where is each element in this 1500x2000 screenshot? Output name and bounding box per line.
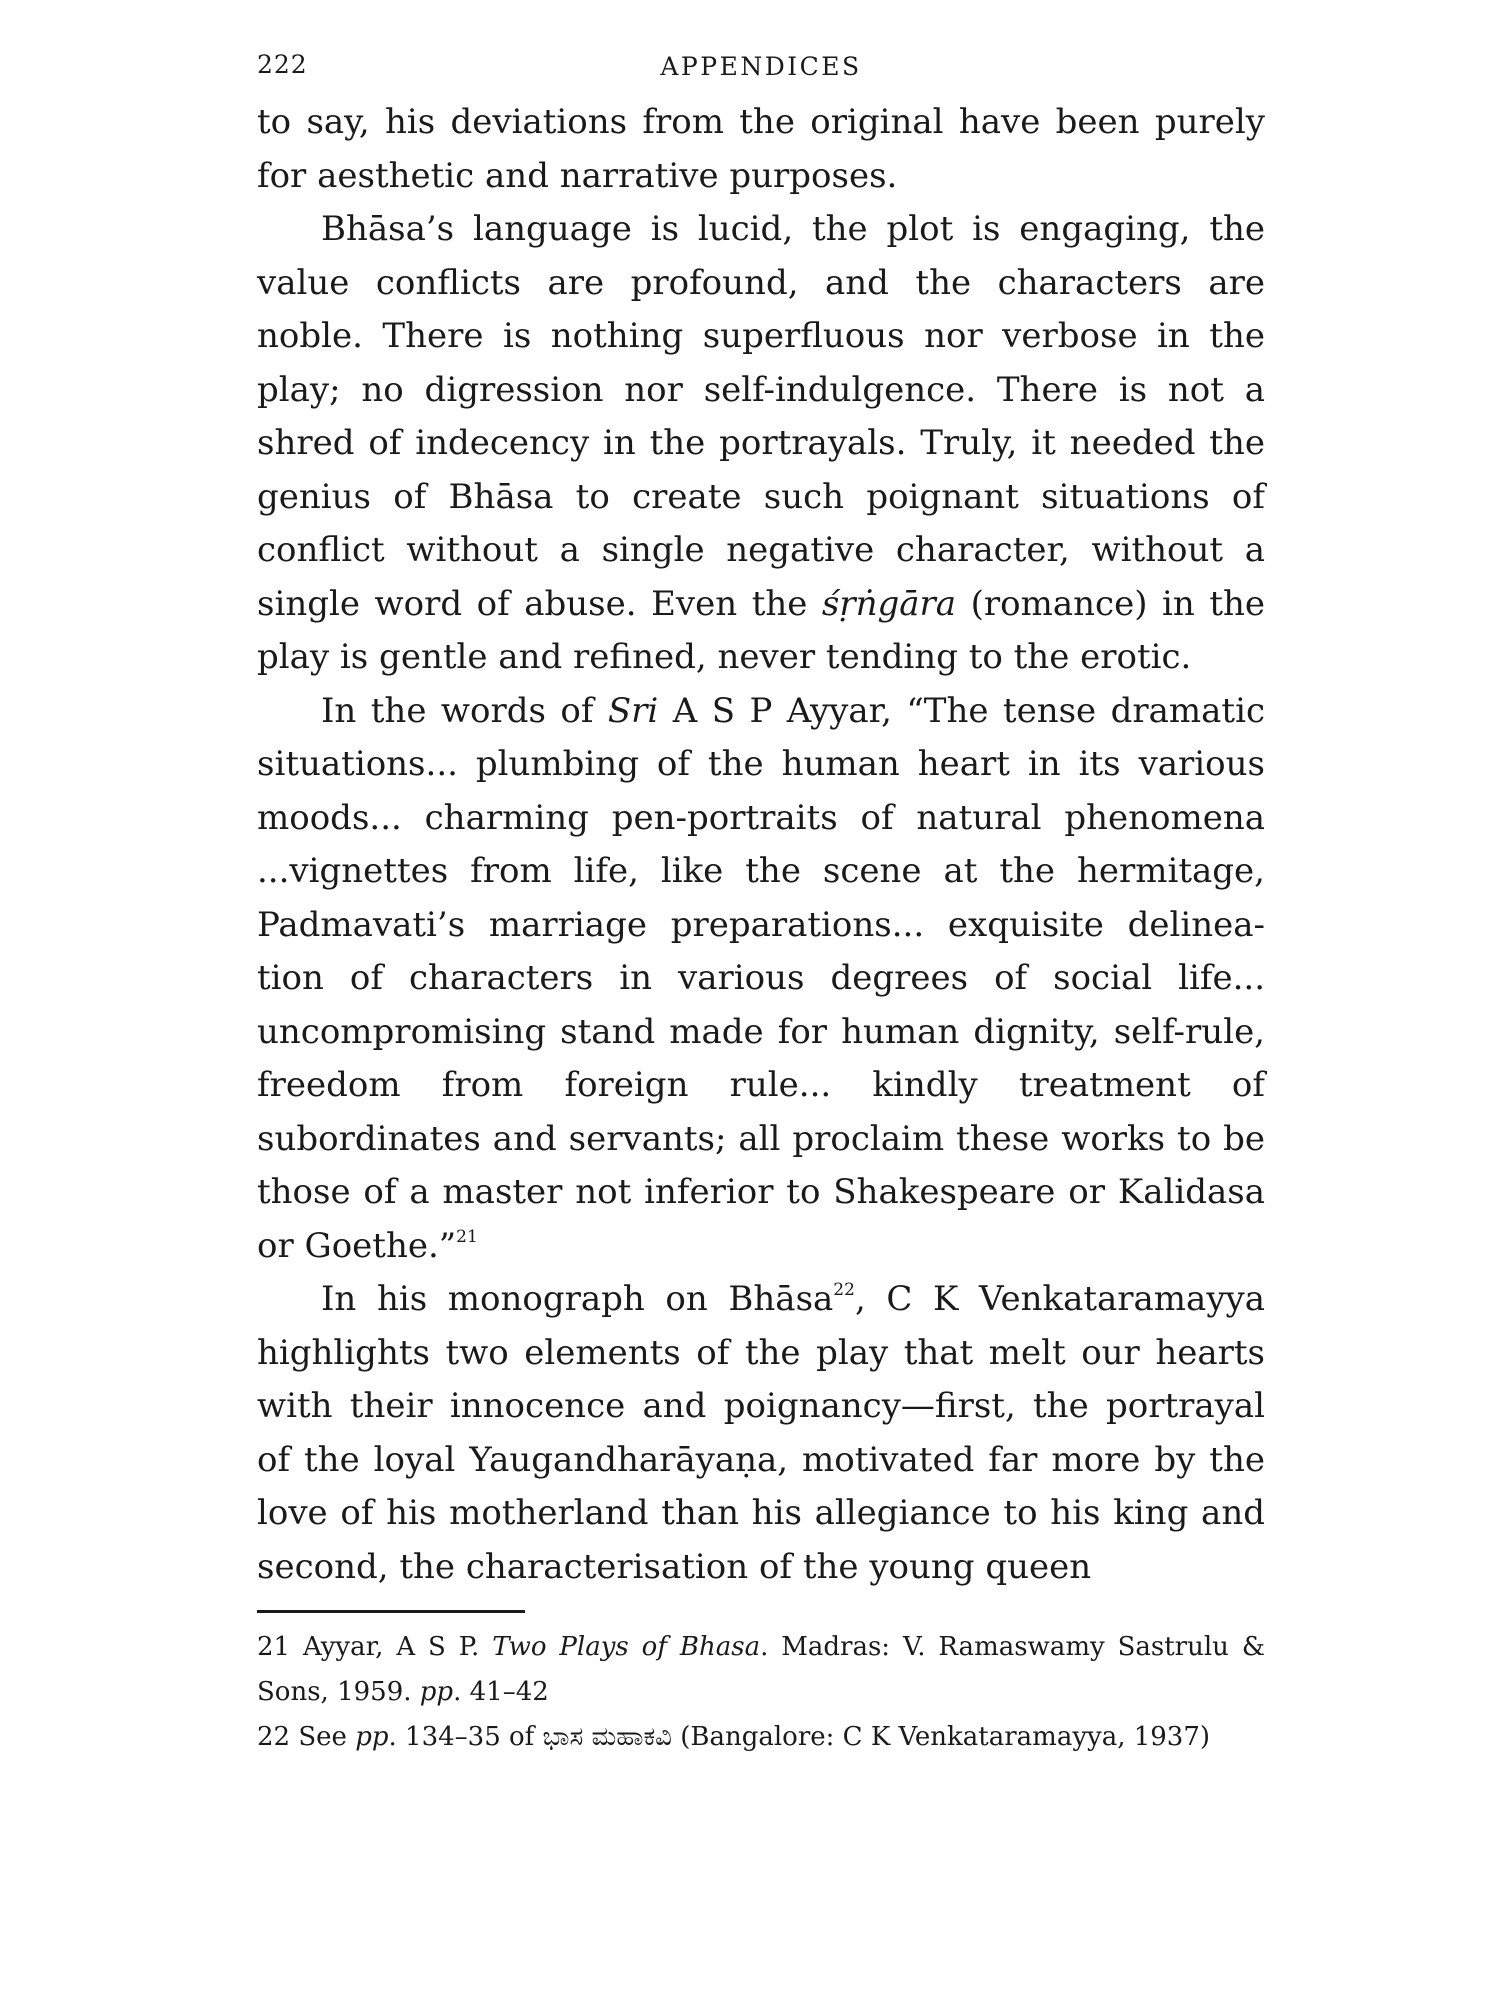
paragraph-3 — [257, 685, 1265, 1274]
paragraph-2-text-b: (romance) in the play is gentle and refined, never tending to the erotic. — [257, 583, 1265, 677]
footnote-21-book-title: Two Plays of Bhasa — [492, 1632, 761, 1662]
sringara-term: śṛṅgāra — [821, 583, 957, 624]
paragraph-3-text-a: In the words of — [321, 690, 608, 731]
running-title: APPENDICES — [660, 52, 862, 81]
footnote-ref-21[interactable]: 21 — [456, 1226, 478, 1247]
honorific-sri: Sri — [607, 690, 659, 731]
body-text — [257, 96, 1265, 1594]
footnote-22 — [257, 1715, 1265, 1760]
footnote-ref-22[interactable]: 22 — [833, 1280, 855, 1300]
footnote-21-text-a: 21 Ayyar, A S P. — [257, 1632, 493, 1662]
footnote-21-text-b: . Madras: V. Ramaswamy Sastrulu & Sons, 1959. — [257, 1632, 1265, 1707]
paragraph-2 — [257, 203, 1265, 685]
paragraph-1 — [257, 96, 1265, 203]
running-head — [257, 40, 1265, 96]
footnote-22-pp: pp — [355, 1722, 389, 1752]
paragraph-4 — [257, 1273, 1265, 1594]
footnote-divider — [257, 1610, 525, 1613]
footnotes — [257, 1625, 1265, 1760]
footnote-22-text-b: . 134–35 of ಭಾಸ ಮಹಾಕವಿ (Bangalore: C K Venkataramayya, 1937) — [388, 1722, 1211, 1752]
footnote-22-text-a: 22 See — [257, 1722, 356, 1752]
page-number: 222 — [257, 50, 308, 79]
paragraph-1-text: to say, his deviations from the original have been purely for aesthetic and narrative purposes. — [257, 102, 1265, 196]
footnote-21 — [257, 1625, 1265, 1715]
paragraph-4-text-b: , C K Venkataramayya highlights two elements of the play that melt our hearts with their innocence and poignancy—first, the portrayal of the loyal Yaugandharāyaṇa, motivated far more by the love of his motherland than his allegiance to his king and second, the characterisation of the young queen — [257, 1279, 1265, 1587]
book-page — [257, 40, 1265, 1760]
paragraph-4-text-a: In his monograph on Bhāsa — [321, 1279, 834, 1319]
footnote-21-pp: pp — [419, 1677, 454, 1707]
paragraph-2-text-a: Bhāsa’s language is lucid, the plot is engaging, the value conflicts are profound, and the characters are noble. There is nothing superfluous nor verbose in the play; no digression nor self-indulgence. There is not a shred of indecency in the portrayals. Truly, it needed the genius of Bhāsa to create such poignant situations of conflict without a single negative character, without a single word of abuse. Even the — [257, 209, 1265, 624]
footnote-21-text-c: . 41–42 — [453, 1677, 549, 1707]
paragraph-3-text-b: A S P Ayyar, “The tense dramatic situations... plumbing of the human heart in its various moods... charming pen-portraits of natural phenomena ...vignettes from life, like the scene at the hermitage, Padmavati’s marriage preparations... exquisite delineation of characters in various degrees of social life... uncompromising stand made for human dignity, self-rule, freedom from foreign rule... kindly treatment of subordinates and servants; all proclaim these works to be those of a master not inferior to Shakespeare or Kalidasa or Goethe.” — [257, 690, 1265, 1266]
